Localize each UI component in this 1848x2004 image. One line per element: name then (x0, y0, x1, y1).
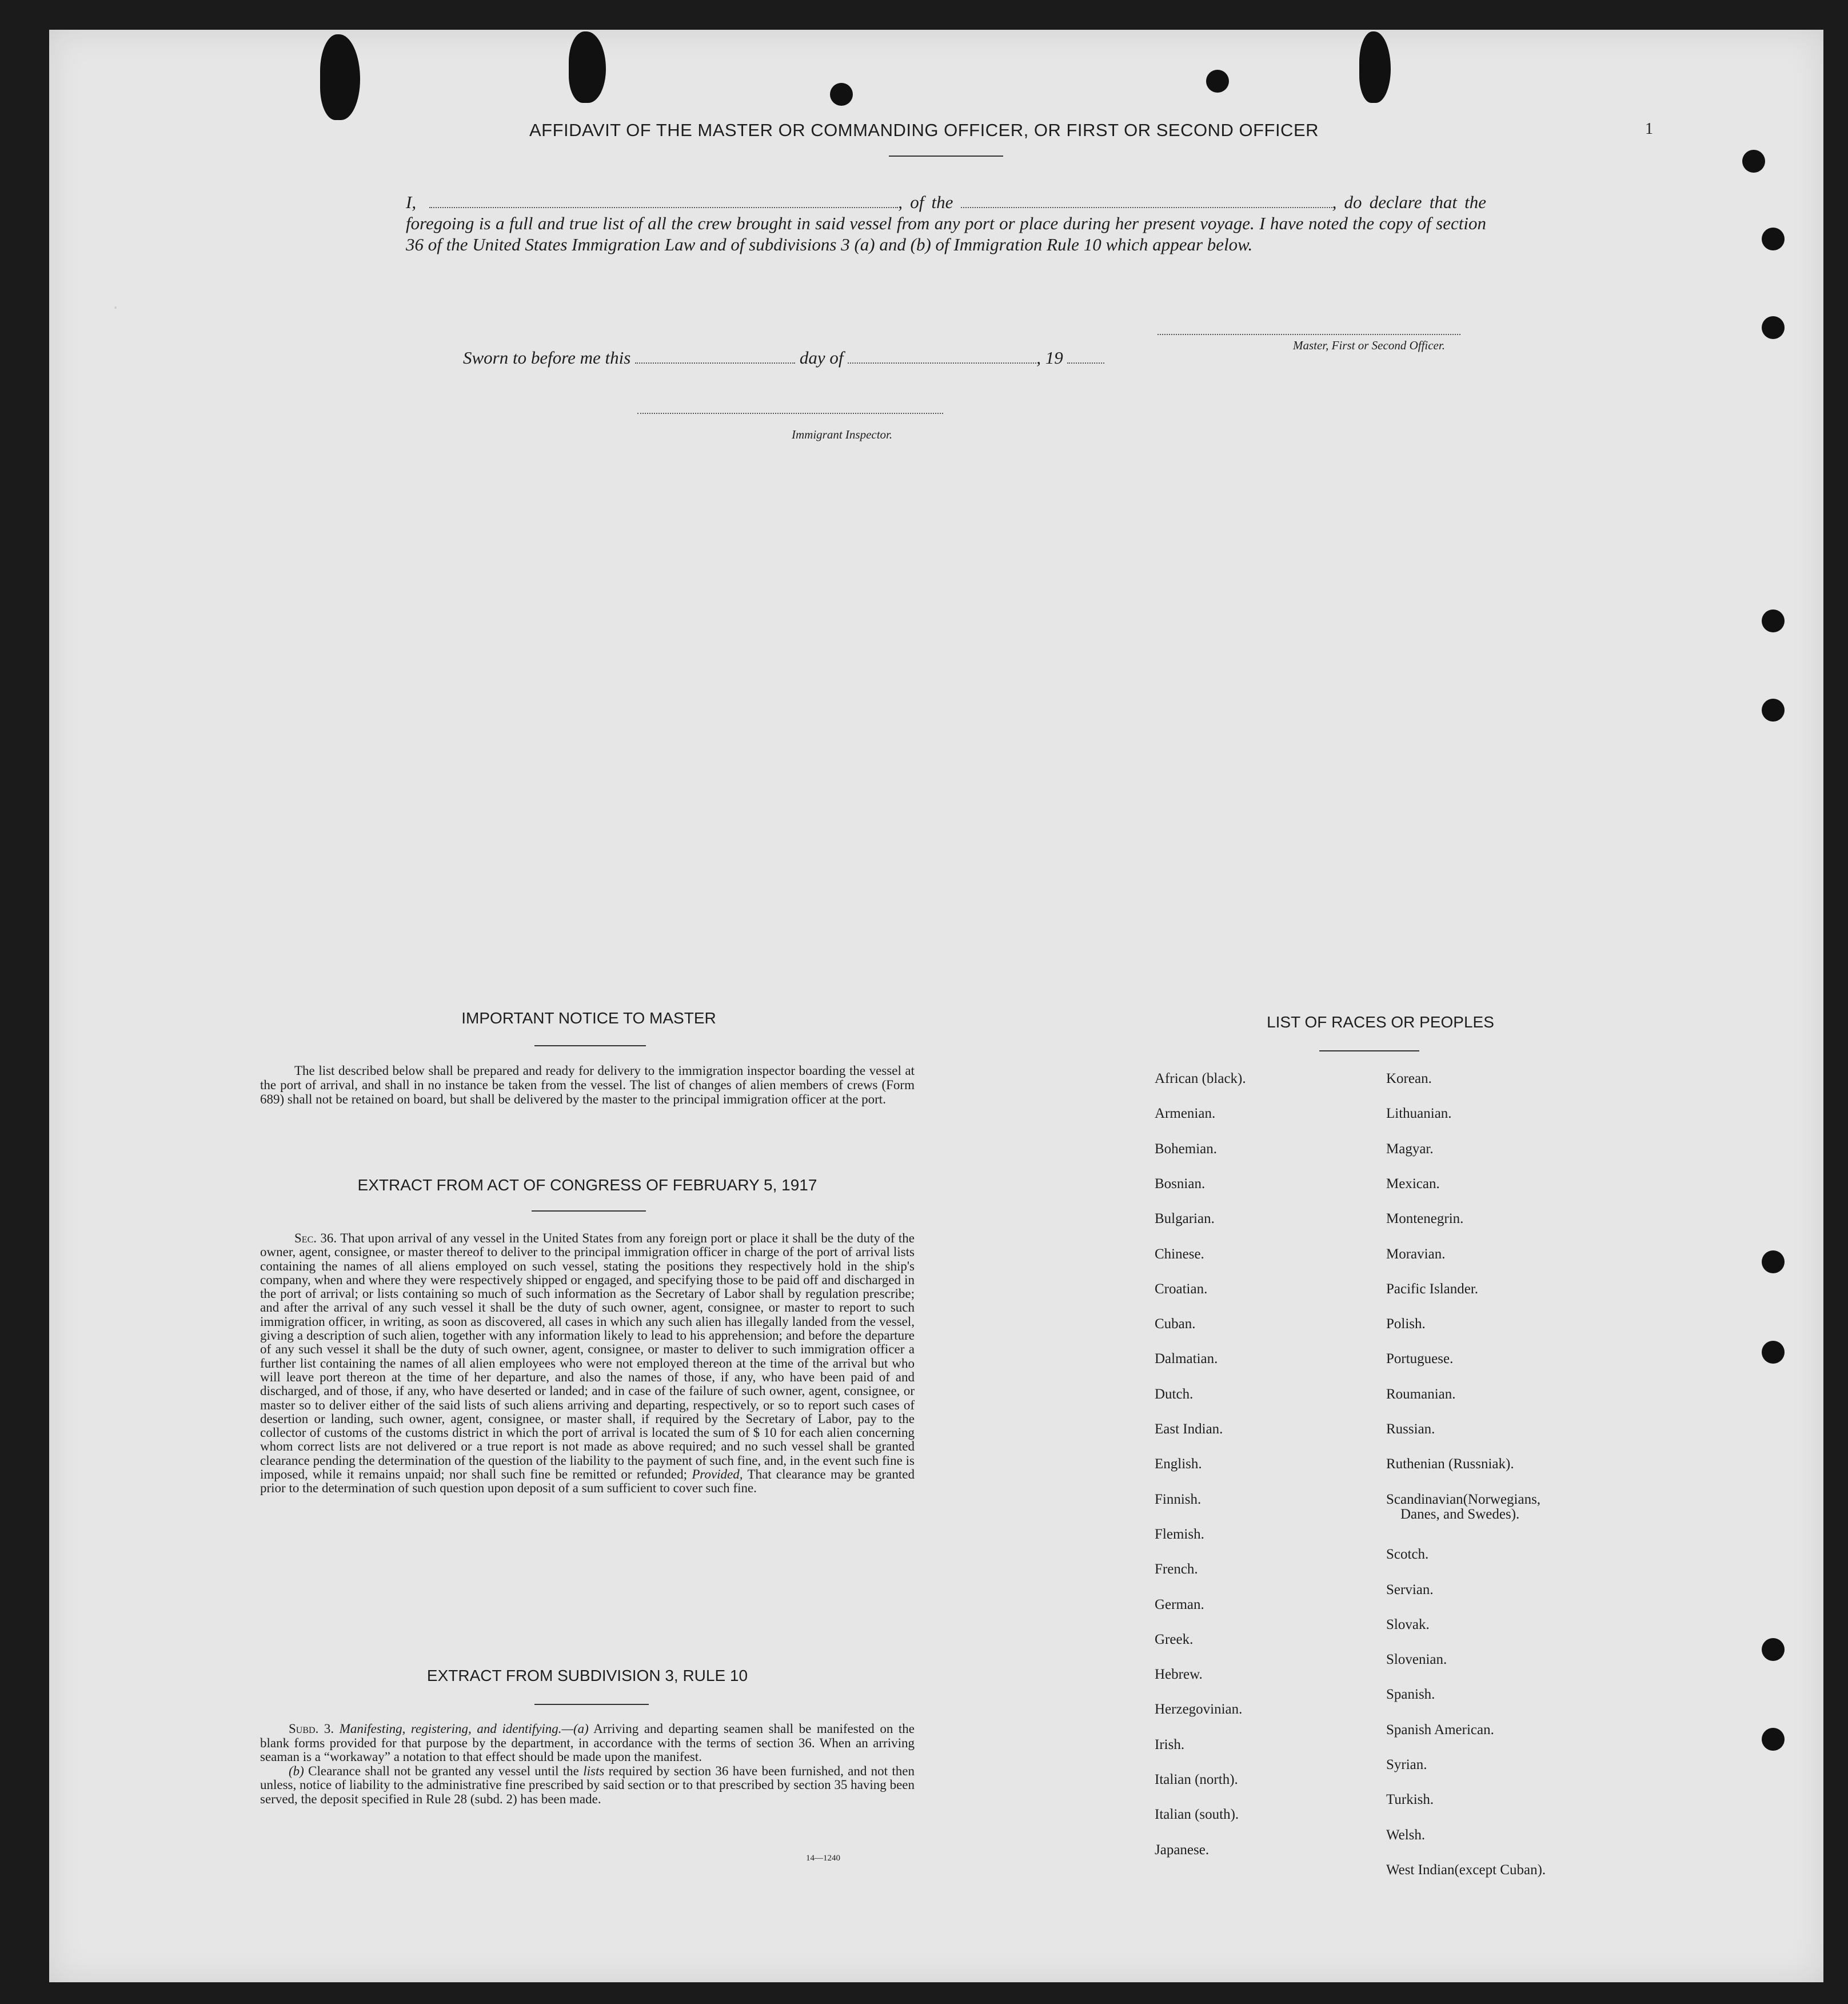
race-item: Italian (south). (1155, 1807, 1239, 1823)
race-item: Lithuanian. (1386, 1106, 1452, 1122)
vessel-field[interactable] (961, 206, 1332, 208)
race-item: Roumanian. (1386, 1386, 1456, 1402)
form-sheet (49, 30, 1823, 1982)
punch-hole (1762, 1250, 1785, 1273)
affidavit-title: AFFIDAVIT OF THE MASTER OR COMMANDING OFFICER, OR FIRST OR SECOND OFFICER (529, 120, 1319, 140)
race-item: Bohemian. (1155, 1141, 1218, 1157)
title-underline (889, 156, 1003, 157)
race-item: Portuguese. (1386, 1351, 1454, 1367)
race-item: Dutch. (1155, 1386, 1194, 1402)
race-item: German. (1155, 1596, 1204, 1612)
master-signature-line[interactable] (1158, 334, 1460, 335)
race-item: Montenegrin. (1386, 1211, 1464, 1227)
day-of-label: day of (799, 348, 844, 368)
race-item: Turkish. (1386, 1792, 1434, 1808)
bleed-through-text: . (111, 296, 120, 313)
race-item: Hebrew. (1155, 1667, 1203, 1683)
races-heading: LIST OF RACES OR PEOPLES (1267, 1013, 1494, 1031)
i-label: I, (406, 192, 417, 212)
punch-hole (1206, 70, 1229, 93)
sworn-statement (463, 348, 1104, 368)
subd-b-text-1: Clearance shall not be granted any vessel until the (308, 1763, 579, 1778)
race-item: African (black). (1155, 1071, 1246, 1086)
race-item: Russian. (1386, 1421, 1435, 1437)
sworn-label: Sworn to before me this (463, 348, 631, 368)
race-item: Cuban. (1155, 1316, 1196, 1332)
year-label: , 19 (1036, 348, 1063, 368)
race-item: Scandinavian(Norwegians, (1386, 1491, 1541, 1507)
race-item: Scotch. (1386, 1547, 1429, 1563)
race-item: Croatian. (1155, 1281, 1208, 1297)
race-item: Servian. (1386, 1581, 1434, 1597)
race-item: Bulgarian. (1155, 1211, 1215, 1227)
race-item: Polish. (1386, 1316, 1426, 1332)
provided-label: Provided, (692, 1467, 743, 1482)
year-field[interactable] (1067, 362, 1104, 364)
race-item: Spanish American. (1386, 1722, 1494, 1738)
races-underline (1319, 1050, 1419, 1051)
notice-underline (534, 1045, 646, 1046)
race-item: Armenian. (1155, 1106, 1216, 1122)
declaration-block (406, 192, 1486, 255)
race-item: Herzegovinian. (1155, 1702, 1243, 1718)
race-item: Finnish. (1155, 1491, 1202, 1507)
punch-hole (1762, 609, 1785, 632)
form-number: 14—1240 (806, 1854, 840, 1863)
punch-hole (830, 83, 853, 106)
section-body: That upon arrival of any vessel in the United States from any foreign port or place it shall be the duty of the owner, agent, consignee, or master thereof to deliver to the principal immigration officer in charge of the port of arrival lists containing the names of all aliens employed on such vessel, stating the positions they respectively hold in the ship's company, when and where they were respectively shipped or engaged, and specifying those to be paid off and discharged in the port of arrival; or lists containing so much of such information as the Secretary of Labor shall by regulation prescribe; and after the arrival of any such vessel it shall be the duty of such owner, agent, consignee, or master to report to such immigration officer, in writing, as soon as discovered, all cases in which any such alien has illegally landed from the vessel, giving a description of such alien, together with any information likely to lead to his apprehension; and before the departure of any such vessel it shall be the duty of such owner, agent, consignee, or master to deliver to such immigration officer a further list containing the names of all alien employees who were not employed thereon at the time of the arrival but who will leave port thereon at the time of her departure, and also the names of those, if any, who have been paid of and discharged, and of those, if any, who have deserted or landed; and in case of the failure of such owner, agent, consignee, or master so to deliver either of the said lists of such aliens arriving and departing, respectively, or so to report such cases of desertion or landing, such owner, agent, consignee, or master shall, if required by the Secretary of Labor, pay to the collector of customs of the customs district in which the port of arrival is located the sum of $ 10 for each alien concerning whom correct lists are not delivered or a true report is not made as above required; and no such vessel shall be granted clearance pending the determination of the question of the liability to the payment of such fine, and, in the event such fine is imposed, while it remains unpaid; nor shall such fine be remitted or refunded; (260, 1231, 915, 1482)
extract-rule-underline (534, 1704, 649, 1705)
notice-heading: IMPORTANT NOTICE TO MASTER (461, 1009, 716, 1027)
subd-b-text-2: required by section 36 have been furnished, and not then unless, notice of liability to the administrative fine prescribed by said section or to that prescribed by section 35 having been served, the deposit specified in Rule 28 (subd. 2) has been made. (260, 1763, 915, 1806)
inspector-signature-line[interactable] (637, 413, 943, 414)
race-item: English. (1155, 1456, 1202, 1472)
race-item: Slovak. (1386, 1616, 1430, 1632)
race-item: French. (1155, 1561, 1198, 1577)
race-item: Ruthenian (Russniak). (1386, 1456, 1514, 1472)
race-item: Spanish. (1386, 1687, 1435, 1703)
race-item: Irish. (1155, 1736, 1185, 1752)
race-item: Japanese. (1155, 1842, 1210, 1858)
punch-hole (1762, 1728, 1785, 1751)
race-item: Pacific Islander. (1386, 1281, 1479, 1297)
master-signature-label: Master, First or Second Officer. (1293, 338, 1445, 352)
race-item: Syrian. (1386, 1757, 1427, 1772)
section-label: Sec. 36. (294, 1231, 337, 1245)
race-item: Bosnian. (1155, 1176, 1206, 1192)
race-item: Magyar. (1386, 1141, 1434, 1157)
race-item: Welsh. (1386, 1827, 1426, 1843)
extract-act-heading: EXTRACT FROM ACT OF CONGRESS OF FEBRUARY 5, 1917 (357, 1176, 817, 1194)
race-item: West Indian(except Cuban). (1386, 1862, 1546, 1878)
section-36-text (260, 1232, 915, 1496)
race-item: Flemish. (1155, 1526, 1204, 1542)
subd-title: Manifesting, registering, and identifying.—(a) (339, 1722, 589, 1736)
inspector-signature-label: Immigrant Inspector. (792, 428, 893, 441)
race-item: East Indian. (1155, 1421, 1223, 1437)
subd-b-lists: lists (583, 1763, 605, 1778)
race-item: Chinese. (1155, 1246, 1204, 1262)
race-item: Korean. (1386, 1071, 1432, 1086)
paper-damage-mark (1359, 31, 1391, 103)
name-field[interactable] (429, 206, 898, 208)
rule-10-text (260, 1722, 915, 1806)
provided-text: That clearance may be granted prior to the determination of such question upon deposit of a sum sufficient to cover such fine. (260, 1467, 915, 1496)
extract-act-underline (532, 1210, 646, 1212)
notice-text: The list described below shall be prepared and ready for delivery to the immigration inspector boarding the vessel at the port of arrival, and shall in no instance be taken from the vessel. The list of changes of alien members of crews (Form 689) shall not be retained on board, but shall be delivered by the master to the principal immigration officer at the port. (260, 1063, 915, 1106)
race-item: Danes, and Swedes). (1400, 1506, 1520, 1522)
of-the-label: , of the (898, 192, 953, 212)
page-mark: 1 (1645, 120, 1653, 138)
race-item: Mexican. (1386, 1176, 1440, 1192)
race-item: Greek. (1155, 1631, 1194, 1647)
extract-rule-heading: EXTRACT FROM SUBDIVISION 3, RULE 10 (426, 1667, 748, 1684)
subd-label: Subd. 3. (289, 1722, 334, 1736)
punch-hole (1762, 1638, 1785, 1661)
punch-hole (1742, 150, 1765, 173)
punch-hole (1762, 228, 1785, 250)
subd-b-label: (b) (289, 1763, 304, 1778)
punch-hole (1762, 316, 1785, 339)
race-item: Slovenian. (1386, 1652, 1447, 1668)
paper-damage-mark (569, 31, 606, 103)
subd-a-text: Arriving and departing seamen shall be manifested on the blank forms provided for that purpose by the department, in accordance with the terms of section 36. When an arriving seaman is a “workaway” a notation to that effect should be made upon the manifest. (260, 1722, 915, 1764)
month-field[interactable] (848, 362, 1036, 364)
race-item: Italian (north). (1155, 1772, 1238, 1787)
punch-hole (1762, 1341, 1785, 1364)
punch-hole (1762, 699, 1785, 722)
day-field[interactable] (635, 362, 795, 364)
do-declare-label: , do declare (1332, 192, 1422, 212)
race-item: Moravian. (1386, 1246, 1446, 1262)
declaration-text: that the foregoing is a full and true list of all the crew brought in said vessel from any port or place during her present voyage. I have noted the copy of section 36 of the United States Immigration Law and of subdivisions 3 (a) and (b) of Immigration Rule 10 which appear below. (406, 192, 1486, 254)
race-item: Dalmatian. (1155, 1351, 1218, 1367)
